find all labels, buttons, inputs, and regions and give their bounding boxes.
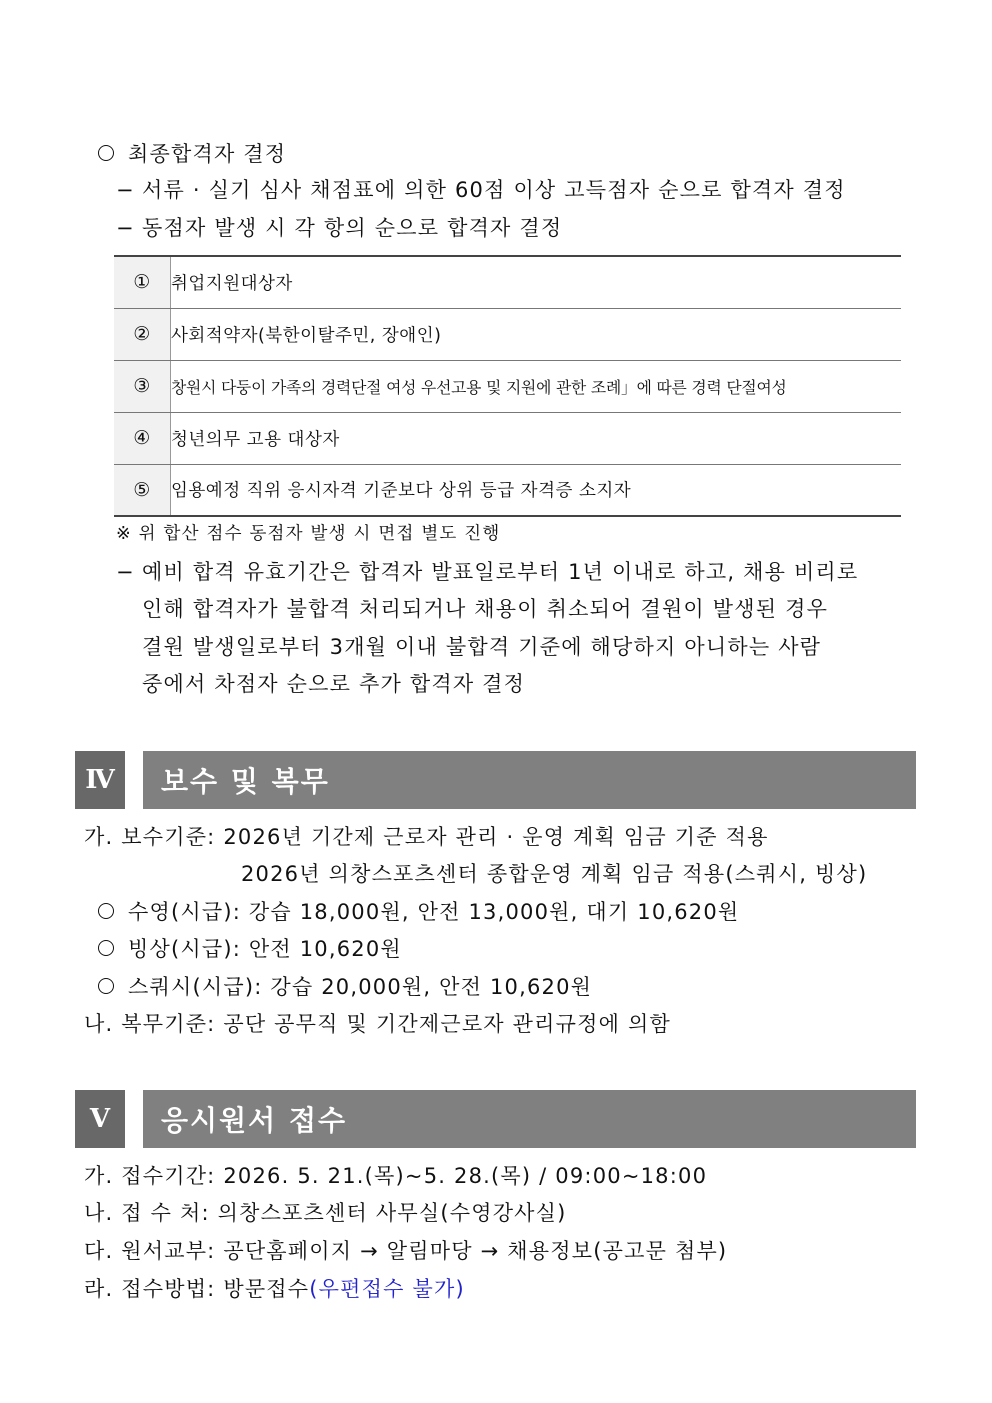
pay-standard: 가. 보수기준: 2026년 기간제 근로자 관리 · 운영 계획 임금 기준 적용: [84, 825, 769, 849]
pay-swim: 수영(시급): 강습 18,000원, 안전 13,000원, 대기 10,620원: [98, 899, 739, 925]
tiebreak-note: ※ 위 합산 점수 동점자 발생 시 면접 별도 진행: [116, 524, 501, 544]
apply-period: 가. 접수기간: 2026. 5. 21.(목)~5. 28.(목) / 09:00~18:00: [84, 1164, 708, 1188]
duty-standard: 나. 복무기준: 공단 공무직 및 기간제근로자 관리규정에 의함: [84, 1012, 671, 1036]
circle-bullet-icon: [98, 978, 114, 994]
table-row: ⑤ 임용예정 직위 응시자격 기준보다 상위 등급 자격증 소지자: [114, 464, 901, 516]
apply-place: 나. 접 수 처: 의창스포츠센터 사무실(수영강사실): [84, 1201, 567, 1225]
apply-form: 다. 원서교부: 공단홈페이지 → 알림마당 → 채용정보(공고문 첨부): [84, 1239, 728, 1263]
circle-bullet-icon: [98, 940, 114, 956]
reserve-line-4: 중에서 차점자 순으로 추가 합격자 결정: [142, 672, 526, 696]
method-note: (우편접수 불가): [309, 1277, 465, 1301]
final-heading: 최종합격자 결정: [98, 141, 286, 167]
pay-squash: 스쿼시(시급): 강습 20,000원, 안전 10,620원: [98, 974, 592, 1000]
final-item-2: − 동점자 발생 시 각 항의 순으로 합격자 결정: [116, 216, 563, 240]
pay-ice: 빙상(시급): 안전 10,620원: [98, 936, 402, 962]
table-row: ③ 창원시 다둥이 가족의 경력단절 여성 우선고용 및 지원에 관한 조례」에 따른 경력 단절여성: [114, 360, 901, 412]
circle-bullet-icon: [98, 903, 114, 919]
reserve-line-2: 인해 합격자가 불합격 처리되거나 채용이 취소되어 결원이 발생된 경우: [142, 597, 829, 621]
apply-method: 라. 접수방법: 방문접수(우편접수 불가): [84, 1277, 465, 1301]
reserve-line-3: 결원 발생일로부터 3개월 이내 불합격 기준에 해당하지 아니하는 사람: [142, 635, 822, 659]
tiebreak-table: [114, 255, 901, 517]
table-row: ② 사회적약자(북한이탈주민, 장애인): [114, 308, 901, 360]
section-5-title: 응시원서 접수: [143, 1090, 916, 1148]
table-row: ① 취업지원대상자: [114, 256, 901, 308]
table-row: ④ 청년의무 고용 대상자: [114, 412, 901, 464]
section-4-number: Ⅳ: [75, 751, 125, 809]
reserve-line-1: − 예비 합격 유효기간은 합격자 발표일로부터 1년 이내로 하고, 채용 비리로: [116, 560, 859, 584]
circle-bullet-icon: [98, 145, 114, 161]
final-item-1: − 서류 · 실기 심사 채점표에 의한 60점 이상 고득점자 순으로 합격자 결정: [116, 178, 846, 202]
pay-standard-2: 2026년 의창스포츠센터 종합운영 계획 임금 적용(스쿼시, 빙상): [241, 862, 868, 886]
section-4-title: 보수 및 복무: [143, 751, 916, 809]
section-5-number: Ⅴ: [75, 1090, 125, 1148]
